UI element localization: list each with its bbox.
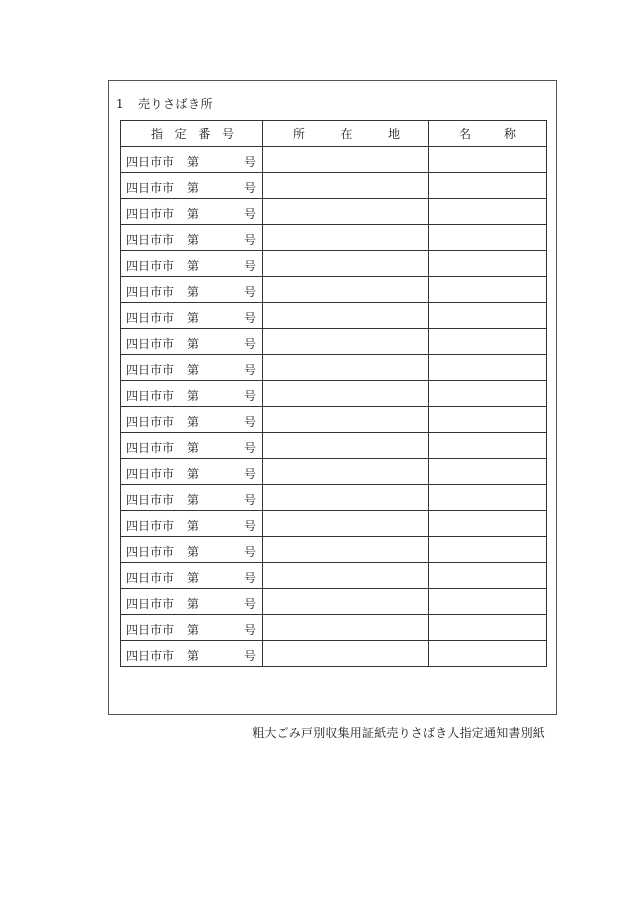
- name-cell[interactable]: [429, 303, 547, 329]
- city-label: 四日市市: [126, 441, 175, 455]
- designation-number-cell[interactable]: [121, 563, 263, 589]
- designation-number-cell[interactable]: [121, 641, 263, 667]
- go-label: 号: [243, 389, 256, 403]
- header-char: 番: [198, 127, 211, 141]
- name-cell[interactable]: [429, 147, 547, 173]
- city-label: 四日市市: [126, 337, 175, 351]
- dai-label: 第: [187, 311, 200, 325]
- designation-number-cell[interactable]: [121, 251, 263, 277]
- city-label: 四日市市: [126, 311, 175, 325]
- table-row: [121, 589, 547, 615]
- table-row: [121, 433, 547, 459]
- location-cell[interactable]: [263, 225, 429, 251]
- dai-label: 第: [187, 545, 200, 559]
- go-label: 号: [243, 207, 256, 221]
- go-label: 号: [243, 337, 256, 351]
- go-label: 号: [243, 493, 256, 507]
- name-cell[interactable]: [429, 615, 547, 641]
- footer-caption: 粗大ごみ戸別収集用証紙売りさばき人指定通知書別紙: [252, 726, 545, 740]
- location-cell[interactable]: [263, 329, 429, 355]
- dai-label: 第: [187, 155, 200, 169]
- designation-number-cell[interactable]: [121, 433, 263, 459]
- designation-number-cell[interactable]: [121, 173, 263, 199]
- vendor-table: [120, 120, 547, 667]
- name-cell[interactable]: [429, 173, 547, 199]
- go-label: 号: [243, 181, 256, 195]
- dai-label: 第: [187, 415, 200, 429]
- name-cell[interactable]: [429, 277, 547, 303]
- header-char: 所: [293, 127, 306, 141]
- table-row: [121, 459, 547, 485]
- table-row: [121, 147, 547, 173]
- designation-number-cell[interactable]: [121, 329, 263, 355]
- go-label: 号: [243, 441, 256, 455]
- city-label: 四日市市: [126, 467, 175, 481]
- header-char: 地: [387, 127, 400, 141]
- table-row: [121, 251, 547, 277]
- go-label: 号: [243, 233, 256, 247]
- designation-number-cell[interactable]: [121, 615, 263, 641]
- dai-label: 第: [187, 233, 200, 247]
- location-cell[interactable]: [263, 173, 429, 199]
- header-char: 称: [503, 127, 516, 141]
- dai-label: 第: [187, 363, 200, 377]
- dai-label: 第: [187, 181, 200, 195]
- name-cell[interactable]: [429, 511, 547, 537]
- city-label: 四日市市: [126, 181, 175, 195]
- location-cell[interactable]: [263, 537, 429, 563]
- table-row: [121, 225, 547, 251]
- dai-label: 第: [187, 259, 200, 273]
- dai-label: 第: [187, 207, 200, 221]
- city-label: 四日市市: [126, 155, 175, 169]
- location-cell[interactable]: [263, 511, 429, 537]
- city-label: 四日市市: [126, 285, 175, 299]
- designation-number-cell[interactable]: [121, 199, 263, 225]
- table-row: [121, 329, 547, 355]
- table-row: [121, 355, 547, 381]
- table-row: [121, 615, 547, 641]
- location-cell[interactable]: [263, 147, 429, 173]
- go-label: 号: [243, 597, 256, 611]
- header-char: 定: [174, 127, 187, 141]
- city-label: 四日市市: [126, 519, 175, 533]
- designation-number-cell[interactable]: [121, 355, 263, 381]
- section-title: 売りさばき所: [138, 97, 214, 111]
- name-cell[interactable]: [429, 225, 547, 251]
- go-label: 号: [243, 519, 256, 533]
- designation-number-cell[interactable]: [121, 277, 263, 303]
- location-cell[interactable]: [263, 563, 429, 589]
- dai-label: 第: [187, 519, 200, 533]
- go-label: 号: [243, 155, 256, 169]
- designation-number-cell[interactable]: [121, 225, 263, 251]
- location-cell[interactable]: [263, 277, 429, 303]
- table-row: [121, 407, 547, 433]
- location-cell[interactable]: [263, 303, 429, 329]
- location-cell[interactable]: [263, 641, 429, 667]
- go-label: 号: [243, 649, 256, 663]
- name-cell[interactable]: [429, 251, 547, 277]
- table-row: [121, 485, 547, 511]
- designation-number-cell[interactable]: [121, 147, 263, 173]
- header-char: 名: [459, 127, 472, 141]
- location-cell[interactable]: [263, 485, 429, 511]
- city-label: 四日市市: [126, 207, 175, 221]
- table-row: [121, 641, 547, 667]
- city-label: 四日市市: [126, 597, 175, 611]
- city-label: 四日市市: [126, 415, 175, 429]
- name-cell[interactable]: [429, 563, 547, 589]
- section-number: 1: [116, 97, 125, 111]
- city-label: 四日市市: [126, 389, 175, 403]
- dai-label: 第: [187, 467, 200, 481]
- name-cell[interactable]: [429, 199, 547, 225]
- city-label: 四日市市: [126, 233, 175, 247]
- go-label: 号: [243, 545, 256, 559]
- name-cell[interactable]: [429, 329, 547, 355]
- header-name: [429, 121, 547, 147]
- designation-number-cell[interactable]: [121, 589, 263, 615]
- go-label: 号: [243, 571, 256, 585]
- name-cell[interactable]: [429, 589, 547, 615]
- city-label: 四日市市: [126, 545, 175, 559]
- dai-label: 第: [187, 493, 200, 507]
- name-cell[interactable]: [429, 433, 547, 459]
- table-row: [121, 303, 547, 329]
- table-row: [121, 277, 547, 303]
- designation-number-cell[interactable]: [121, 459, 263, 485]
- city-label: 四日市市: [126, 649, 175, 663]
- location-cell[interactable]: [263, 407, 429, 433]
- table-row: [121, 511, 547, 537]
- go-label: 号: [243, 363, 256, 377]
- location-cell[interactable]: [263, 381, 429, 407]
- dai-label: 第: [187, 623, 200, 637]
- header-location: [263, 121, 429, 147]
- go-label: 号: [243, 415, 256, 429]
- city-label: 四日市市: [126, 493, 175, 507]
- name-cell[interactable]: [429, 485, 547, 511]
- designation-number-cell[interactable]: [121, 303, 263, 329]
- dai-label: 第: [187, 389, 200, 403]
- location-cell[interactable]: [263, 459, 429, 485]
- name-cell[interactable]: [429, 355, 547, 381]
- city-label: 四日市市: [126, 623, 175, 637]
- location-cell[interactable]: [263, 355, 429, 381]
- name-cell[interactable]: [429, 641, 547, 667]
- name-cell[interactable]: [429, 407, 547, 433]
- go-label: 号: [243, 467, 256, 481]
- location-cell[interactable]: [263, 433, 429, 459]
- location-cell[interactable]: [263, 199, 429, 225]
- location-cell[interactable]: [263, 589, 429, 615]
- location-cell[interactable]: [263, 251, 429, 277]
- designation-number-cell[interactable]: [121, 381, 263, 407]
- location-cell[interactable]: [263, 615, 429, 641]
- dai-label: 第: [187, 285, 200, 299]
- dai-label: 第: [187, 571, 200, 585]
- go-label: 号: [243, 623, 256, 637]
- name-cell[interactable]: [429, 381, 547, 407]
- header-designation-number: [121, 121, 263, 147]
- header-char: 号: [221, 127, 234, 141]
- dai-label: 第: [187, 441, 200, 455]
- designation-number-cell[interactable]: [121, 485, 263, 511]
- dai-label: 第: [187, 337, 200, 351]
- table-body: [121, 147, 547, 667]
- name-cell[interactable]: [429, 459, 547, 485]
- header-char: 指: [151, 127, 164, 141]
- dai-label: 第: [187, 649, 200, 663]
- dai-label: 第: [187, 597, 200, 611]
- go-label: 号: [243, 311, 256, 325]
- table-header-row: [121, 121, 547, 147]
- designation-number-cell[interactable]: [121, 537, 263, 563]
- table-row: [121, 563, 547, 589]
- city-label: 四日市市: [126, 571, 175, 585]
- name-cell[interactable]: [429, 537, 547, 563]
- section-heading: [116, 95, 213, 112]
- city-label: 四日市市: [126, 363, 175, 377]
- table-row: [121, 381, 547, 407]
- designation-number-cell[interactable]: [121, 511, 263, 537]
- table-row: [121, 173, 547, 199]
- table-row: [121, 199, 547, 225]
- city-label: 四日市市: [126, 259, 175, 273]
- designation-number-cell[interactable]: [121, 407, 263, 433]
- header-char: 在: [340, 127, 353, 141]
- go-label: 号: [243, 285, 256, 299]
- table-row: [121, 537, 547, 563]
- go-label: 号: [243, 259, 256, 273]
